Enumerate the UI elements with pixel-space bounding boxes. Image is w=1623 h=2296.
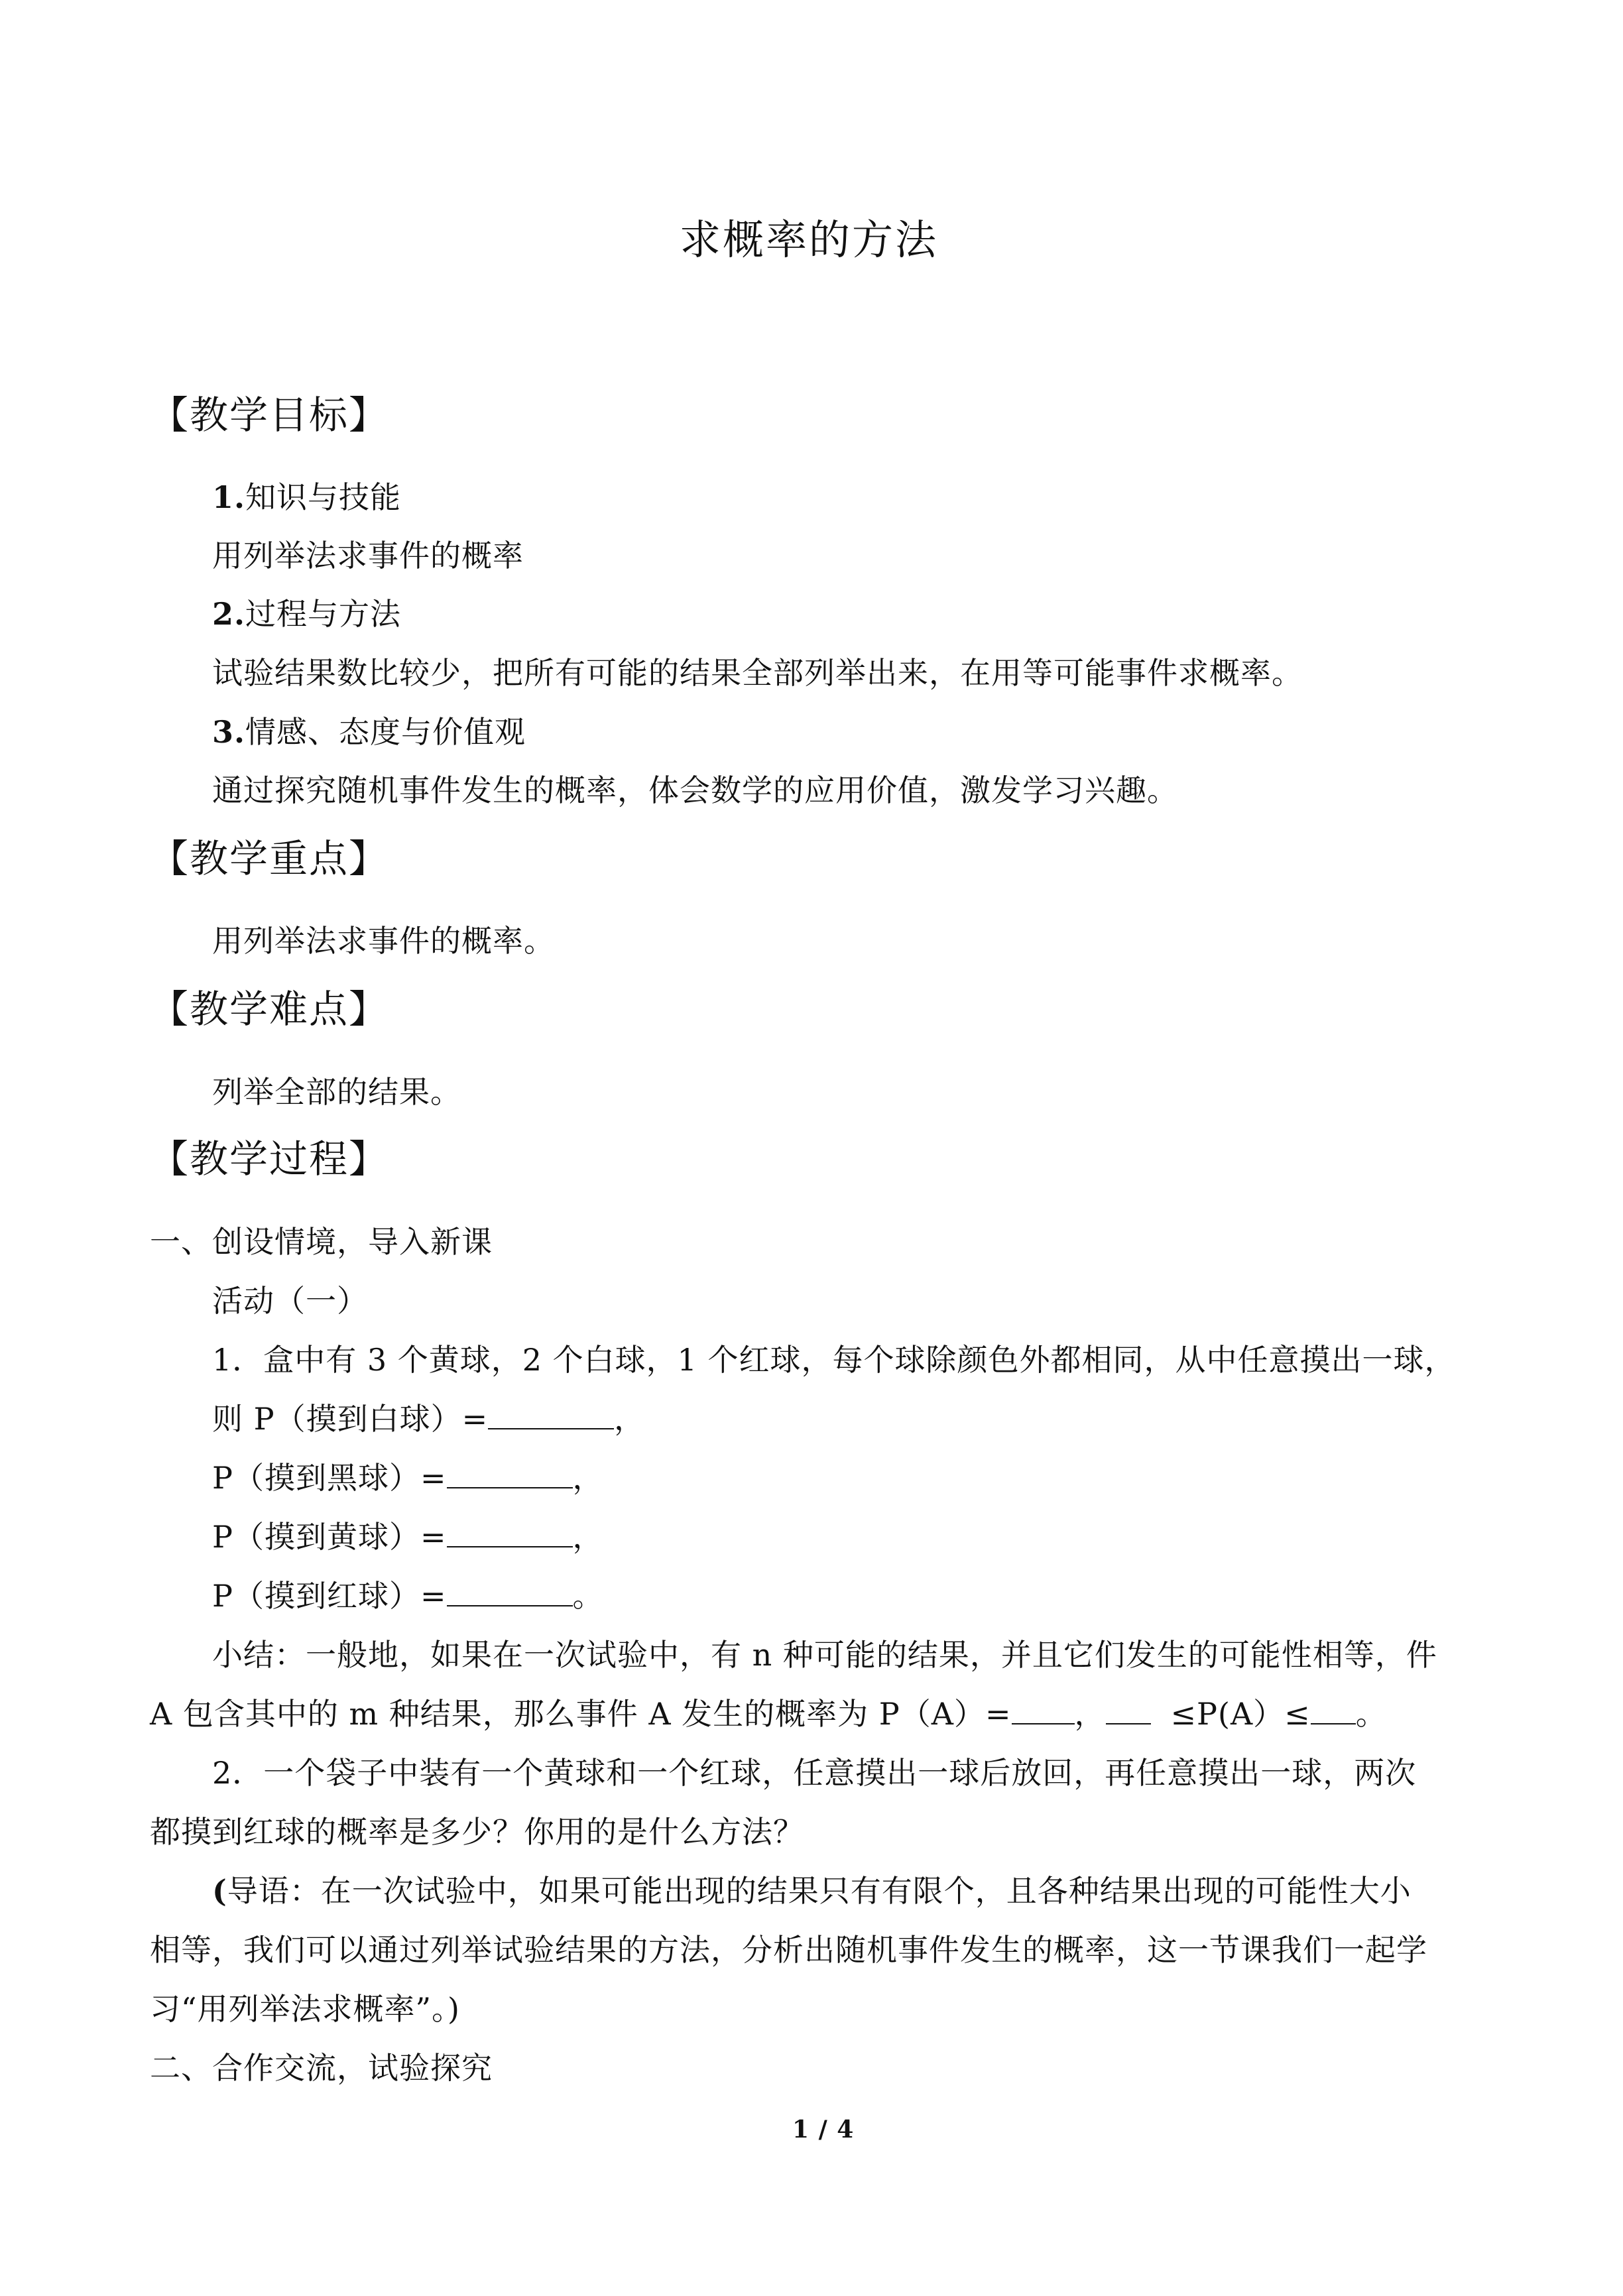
document-title: 求概率的方法 [680, 215, 939, 264]
p-black-label: P（摸到黑球）= [212, 1460, 447, 1496]
section-heading-difficulties: 【教学难点】 [150, 987, 389, 1032]
answer-blank[interactable] [1311, 1694, 1356, 1724]
section-heading-key-points: 【教学重点】 [150, 836, 389, 881]
objective-3-heading [212, 712, 526, 752]
question-1-line-1: 1．盒中有 3 个黄球，2 个白球，1 个红球，每个球除颜色外都相同，从中任意摸出一球， [212, 1342, 1456, 1378]
key-point-text: 用列举法求事件的概率。 [212, 923, 555, 959]
objective-1-number: 1. [212, 479, 246, 515]
summary-line-2 [150, 1694, 1387, 1734]
objective-1-heading [212, 477, 401, 517]
objective-2-title: 过程与方法 [245, 596, 402, 632]
p-black-line [212, 1458, 604, 1498]
punctuation: ， [572, 1519, 604, 1555]
page-number: 1 / 4 [792, 2116, 855, 2144]
part-2-heading: 二、合作交流，试验探究 [150, 2050, 493, 2086]
objective-3-number: 3. [212, 714, 246, 750]
question-2-line-1: 2．一个袋子中装有一个黄球和一个红球，任意摸出一球后放回，再任意摸出一球，两次 [212, 1755, 1417, 1791]
answer-blank[interactable] [447, 1576, 573, 1606]
answer-blank[interactable] [447, 1458, 573, 1488]
objective-1-title: 知识与技能 [245, 479, 402, 515]
punctuation: 。 [1355, 1696, 1387, 1732]
answer-blank[interactable] [488, 1399, 614, 1429]
guide-open-paren: ( [212, 1873, 227, 1909]
answer-blank[interactable] [1106, 1694, 1151, 1724]
section-heading-process: 【教学过程】 [150, 1136, 389, 1181]
objective-1-text: 用列举法求事件的概率 [212, 538, 524, 574]
part-1-heading: 一、创设情境，导入新课 [150, 1224, 493, 1260]
guide-line-3: 习“用列举法求概率”。) [150, 1991, 460, 2027]
guide-text: 导语：在一次试验中，如果可能出现的结果只有有限个，且各种结果出现的可能性大小 [227, 1873, 1412, 1909]
answer-blank[interactable] [1012, 1694, 1075, 1724]
punctuation: 。 [572, 1578, 604, 1614]
question-1-line-2 [212, 1399, 645, 1439]
punctuation: ， [1074, 1696, 1106, 1732]
activity-label: 活动（一） [212, 1283, 368, 1319]
p-red-line [212, 1576, 604, 1616]
summary-formula-text: A 包含其中的 m 种结果，那么事件 A 发生的概率为 P（A）= [150, 1696, 1012, 1732]
summary-line-1: 小结：一般地，如果在一次试验中，有 n 种可能的结果，并且它们发生的可能性相等，件 [212, 1637, 1437, 1673]
objective-2-text: 试验结果数比较少，把所有可能的结果全部列举出来，在用等可能事件求概率。 [212, 655, 1303, 691]
section-heading-objectives: 【教学目标】 [150, 393, 389, 438]
p-yellow-label: P（摸到黄球）= [212, 1519, 447, 1555]
objective-2-heading [212, 594, 401, 634]
objective-3-text: 通过探究随机事件发生的概率，体会数学的应用价值，激发学习兴趣。 [212, 772, 1178, 808]
p-yellow-line [212, 1517, 604, 1557]
question-2-line-2: 都摸到红球的概率是多少？你用的是什么方法？ [150, 1814, 804, 1850]
p-white-label: 则 P（摸到白球）= [212, 1401, 489, 1437]
guide-line-1 [212, 1871, 1412, 1911]
objective-3-title: 情感、态度与价值观 [245, 714, 526, 750]
p-red-label: P（摸到红球）= [212, 1578, 447, 1614]
objective-2-number: 2. [212, 596, 246, 632]
punctuation: ， [572, 1460, 604, 1496]
answer-blank[interactable] [447, 1517, 573, 1547]
summary-inequality-text: ≤P(A）≤ [1170, 1696, 1311, 1732]
difficulty-text: 列举全部的结果。 [212, 1074, 461, 1110]
punctuation: ， [614, 1401, 646, 1437]
guide-line-2: 相等，我们可以通过列举试验结果的方法，分析出随机事件发生的概率，这一节课我们一起学 [150, 1932, 1427, 1968]
